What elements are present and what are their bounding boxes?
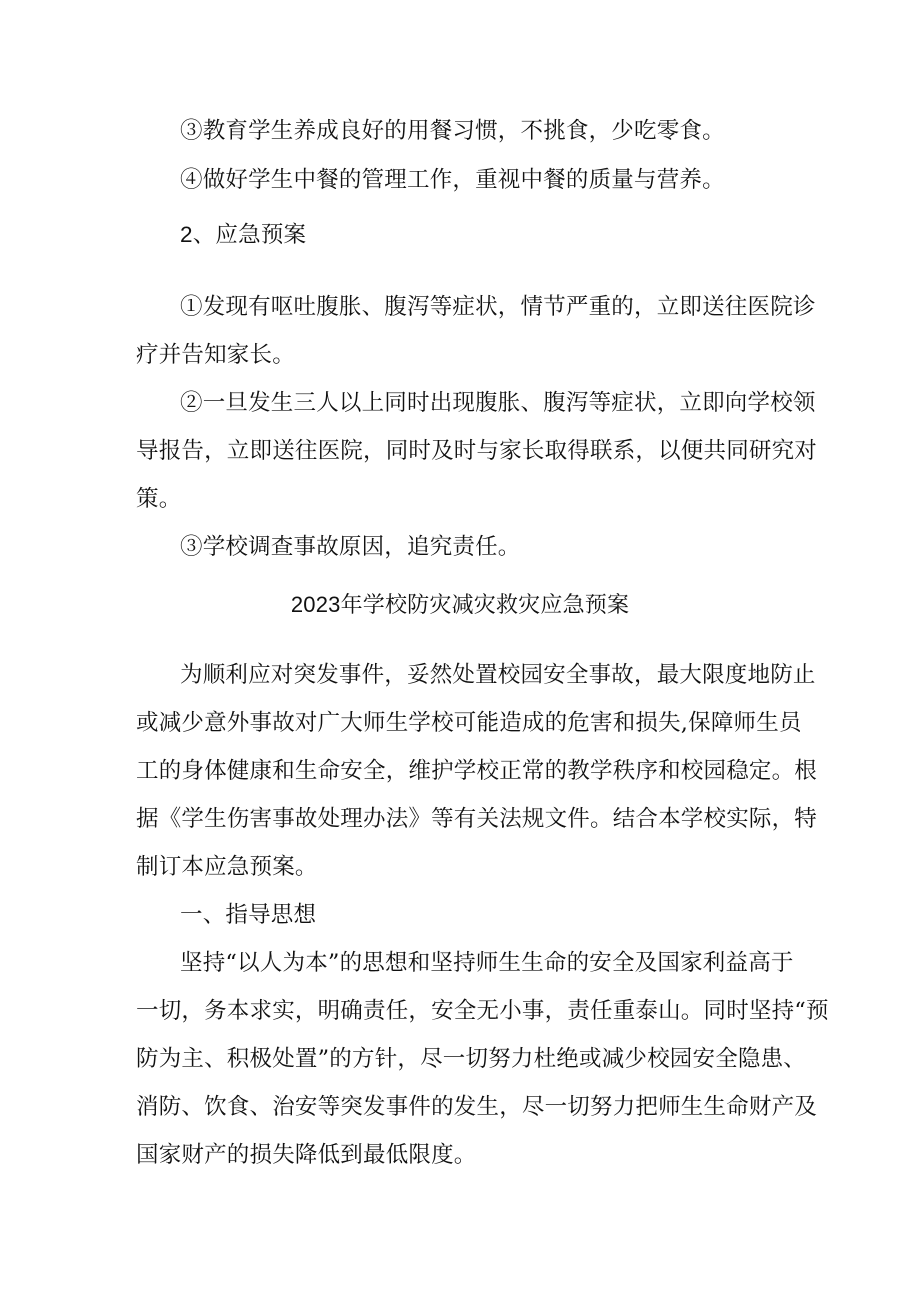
paragraph-line: 工的身体健康和生命安全，维护学校正常的教学秩序和校园稳定。根	[136, 758, 818, 784]
section-heading-emergency-plan: 2、应急预案	[180, 222, 307, 247]
paragraph-line: 为顺利应对突发事件，妥然处置校园安全事故，最大限度地防止	[180, 662, 816, 688]
paragraph-line: 据《学生伤害事故处理办法》等有关法规文件。结合本学校实际，特	[136, 806, 818, 832]
paragraph-line: 导报告，立即送往医院，同时及时与家长取得联系，以便共同研究对	[136, 438, 818, 464]
paragraph-line: 一切，务本求实，明确责任，安全无小事，责任重泰山。同时坚持“预	[136, 998, 829, 1024]
paragraph-line: 或减少意外事故对广大师生学校可能造成的危害和损失,保障师生员	[136, 710, 802, 736]
paragraph-line-lunch-management: ④做好学生中餐的管理工作，重视中餐的质量与营养。	[180, 167, 725, 193]
paragraph-line: 疗并告知家长。	[136, 342, 295, 368]
paragraph-line: 消防、饮食、治安等突发事件的发生，尽一切努力把师生生命财产及	[136, 1094, 818, 1120]
paragraph-line: 坚持“以人为本”的思想和坚持师生生命的安全及国家利益高于	[180, 950, 794, 976]
paragraph-line: 策。	[136, 486, 182, 512]
paragraph-line: ①发现有呕吐腹胀、腹泻等症状，情节严重的，立即送往医院诊	[180, 294, 816, 320]
paragraph-line: ③学校调查事故原因，追究责任。	[180, 534, 521, 560]
document-title: 2023年学校防灾减灾救灾应急预案	[290, 592, 630, 617]
paragraph-line: 制订本应急预案。	[136, 854, 318, 880]
paragraph-line: 国家财产的损失降低到最低限度。	[136, 1142, 477, 1168]
paragraph-line: 防为主、积极处置”的方针，尽一切努力杜绝或减少校园安全隐患、	[136, 1046, 807, 1072]
section-heading-guiding-principle: 一、指导思想	[180, 902, 317, 928]
paragraph-line: ②一旦发生三人以上同时出现腹胀、腹泻等症状，立即向学校领	[180, 390, 816, 416]
paragraph-line-meal-habits: ③教育学生养成良好的用餐习惯，不挑食，少吃零食。	[180, 118, 725, 144]
